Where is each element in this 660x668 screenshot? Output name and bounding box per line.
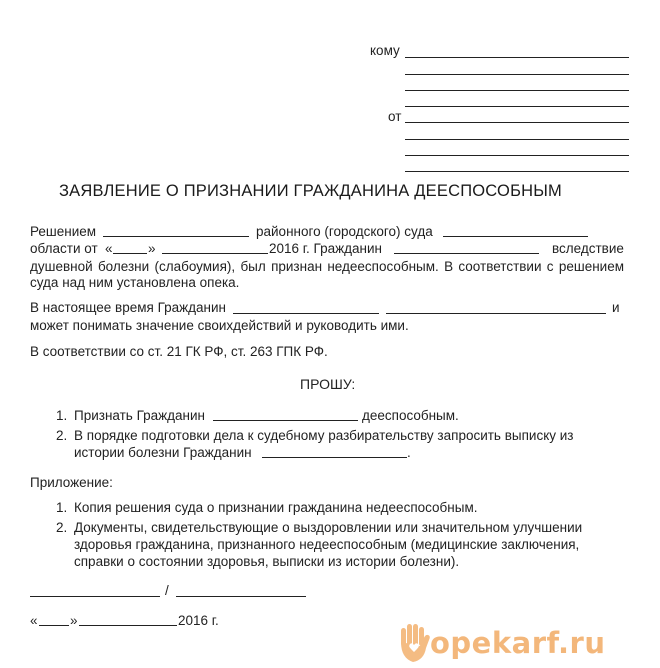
attachment-2-line3: справки о состоянии здоровья, выписки из истории болезни). [74,554,460,569]
request-2-line1: В порядке подготовки дела к судебному разбирательству запросить выписку из [74,428,574,443]
request-2-end: . [407,445,411,460]
para1-line2-e: вследствие [552,241,624,256]
date-day-line [39,625,69,626]
para1-line1-a: Решением [30,224,97,239]
para1-line1-b: районного (городского) суда [256,224,433,239]
para1-line2-a: области от [30,241,98,256]
from-line-4 [405,171,629,172]
para2-blank-1 [233,313,379,314]
signature-line [30,596,160,597]
request-1-number: 1. [56,408,68,423]
date-quote-open: « [30,613,38,628]
para1-line4: суда над ним установлена опека. [30,275,240,290]
date-year: 2016 г. [178,613,219,628]
date-month-line [79,625,177,626]
para1-blank-court2 [443,236,588,237]
from-line-2 [405,139,629,140]
request-1-blank [213,420,358,421]
para1-blank-day [113,253,147,254]
signature-slash: / [165,583,169,598]
attachment-1-text: Копия решения суда о признании гражданина недееспособным. [74,500,478,515]
attachment-2-line1: Документы, свидетельствующие о выздоровлении или значительном улучшении [74,520,583,535]
request-2-line2: истории болезни Гражданин [74,445,252,460]
date-quote-close: » [70,613,78,628]
signature-name-line [176,596,306,597]
request-1-text-b: дееспособным. [362,408,459,423]
para1-quote-open: « [105,241,113,256]
para1-blank-court [103,236,249,237]
watermark-text: opekarf.ru [430,626,606,660]
attachment-1-number: 1. [56,500,68,515]
para1-blank-month [162,253,268,254]
to-label: кому [370,43,400,58]
para2-blank-2 [386,313,606,314]
to-line-3 [405,90,629,91]
to-line-2 [405,74,629,75]
to-line-1 [405,57,629,58]
document-title: ЗАЯВЛЕНИЕ О ПРИЗНАНИИ ГРАЖДАНИНА ДЕЕСПОСОБНЫМ [59,182,562,200]
request-1-text-a: Признать Гражданин [74,408,206,423]
para2-line2: может понимать значение своихдействий и руководить ими. [30,318,409,333]
from-line-3 [405,155,629,156]
attachment-2-line2: здоровья гражданина, признанного недееспособным (медицинские заключения, [74,537,580,552]
hand-heart-icon [398,622,432,664]
para1-quote-close: » [148,241,156,256]
request-2-number: 2. [56,428,68,443]
to-line-4 [405,106,629,107]
para1-line3: душевной болезни (слабоумия), был признан недееспособным. В соответствии с решением [30,259,624,274]
para3-text: В соответствии со ст. 21 ГК РФ, ст. 263 ГПК РФ. [30,344,328,359]
request-heading: ПРОШУ: [300,376,356,392]
from-label: от [388,109,402,124]
attachments-heading: Приложение: [30,475,113,490]
attachment-2-number: 2. [56,520,68,535]
from-line-1 [405,122,629,123]
para1-line2-d: 2016 г. Гражданин [269,241,382,256]
para2-line1-a: В настоящее время Гражданин [30,300,227,315]
request-2-blank [262,457,407,458]
para2-line1-b: и [612,300,620,315]
para1-blank-citizen [394,253,539,254]
